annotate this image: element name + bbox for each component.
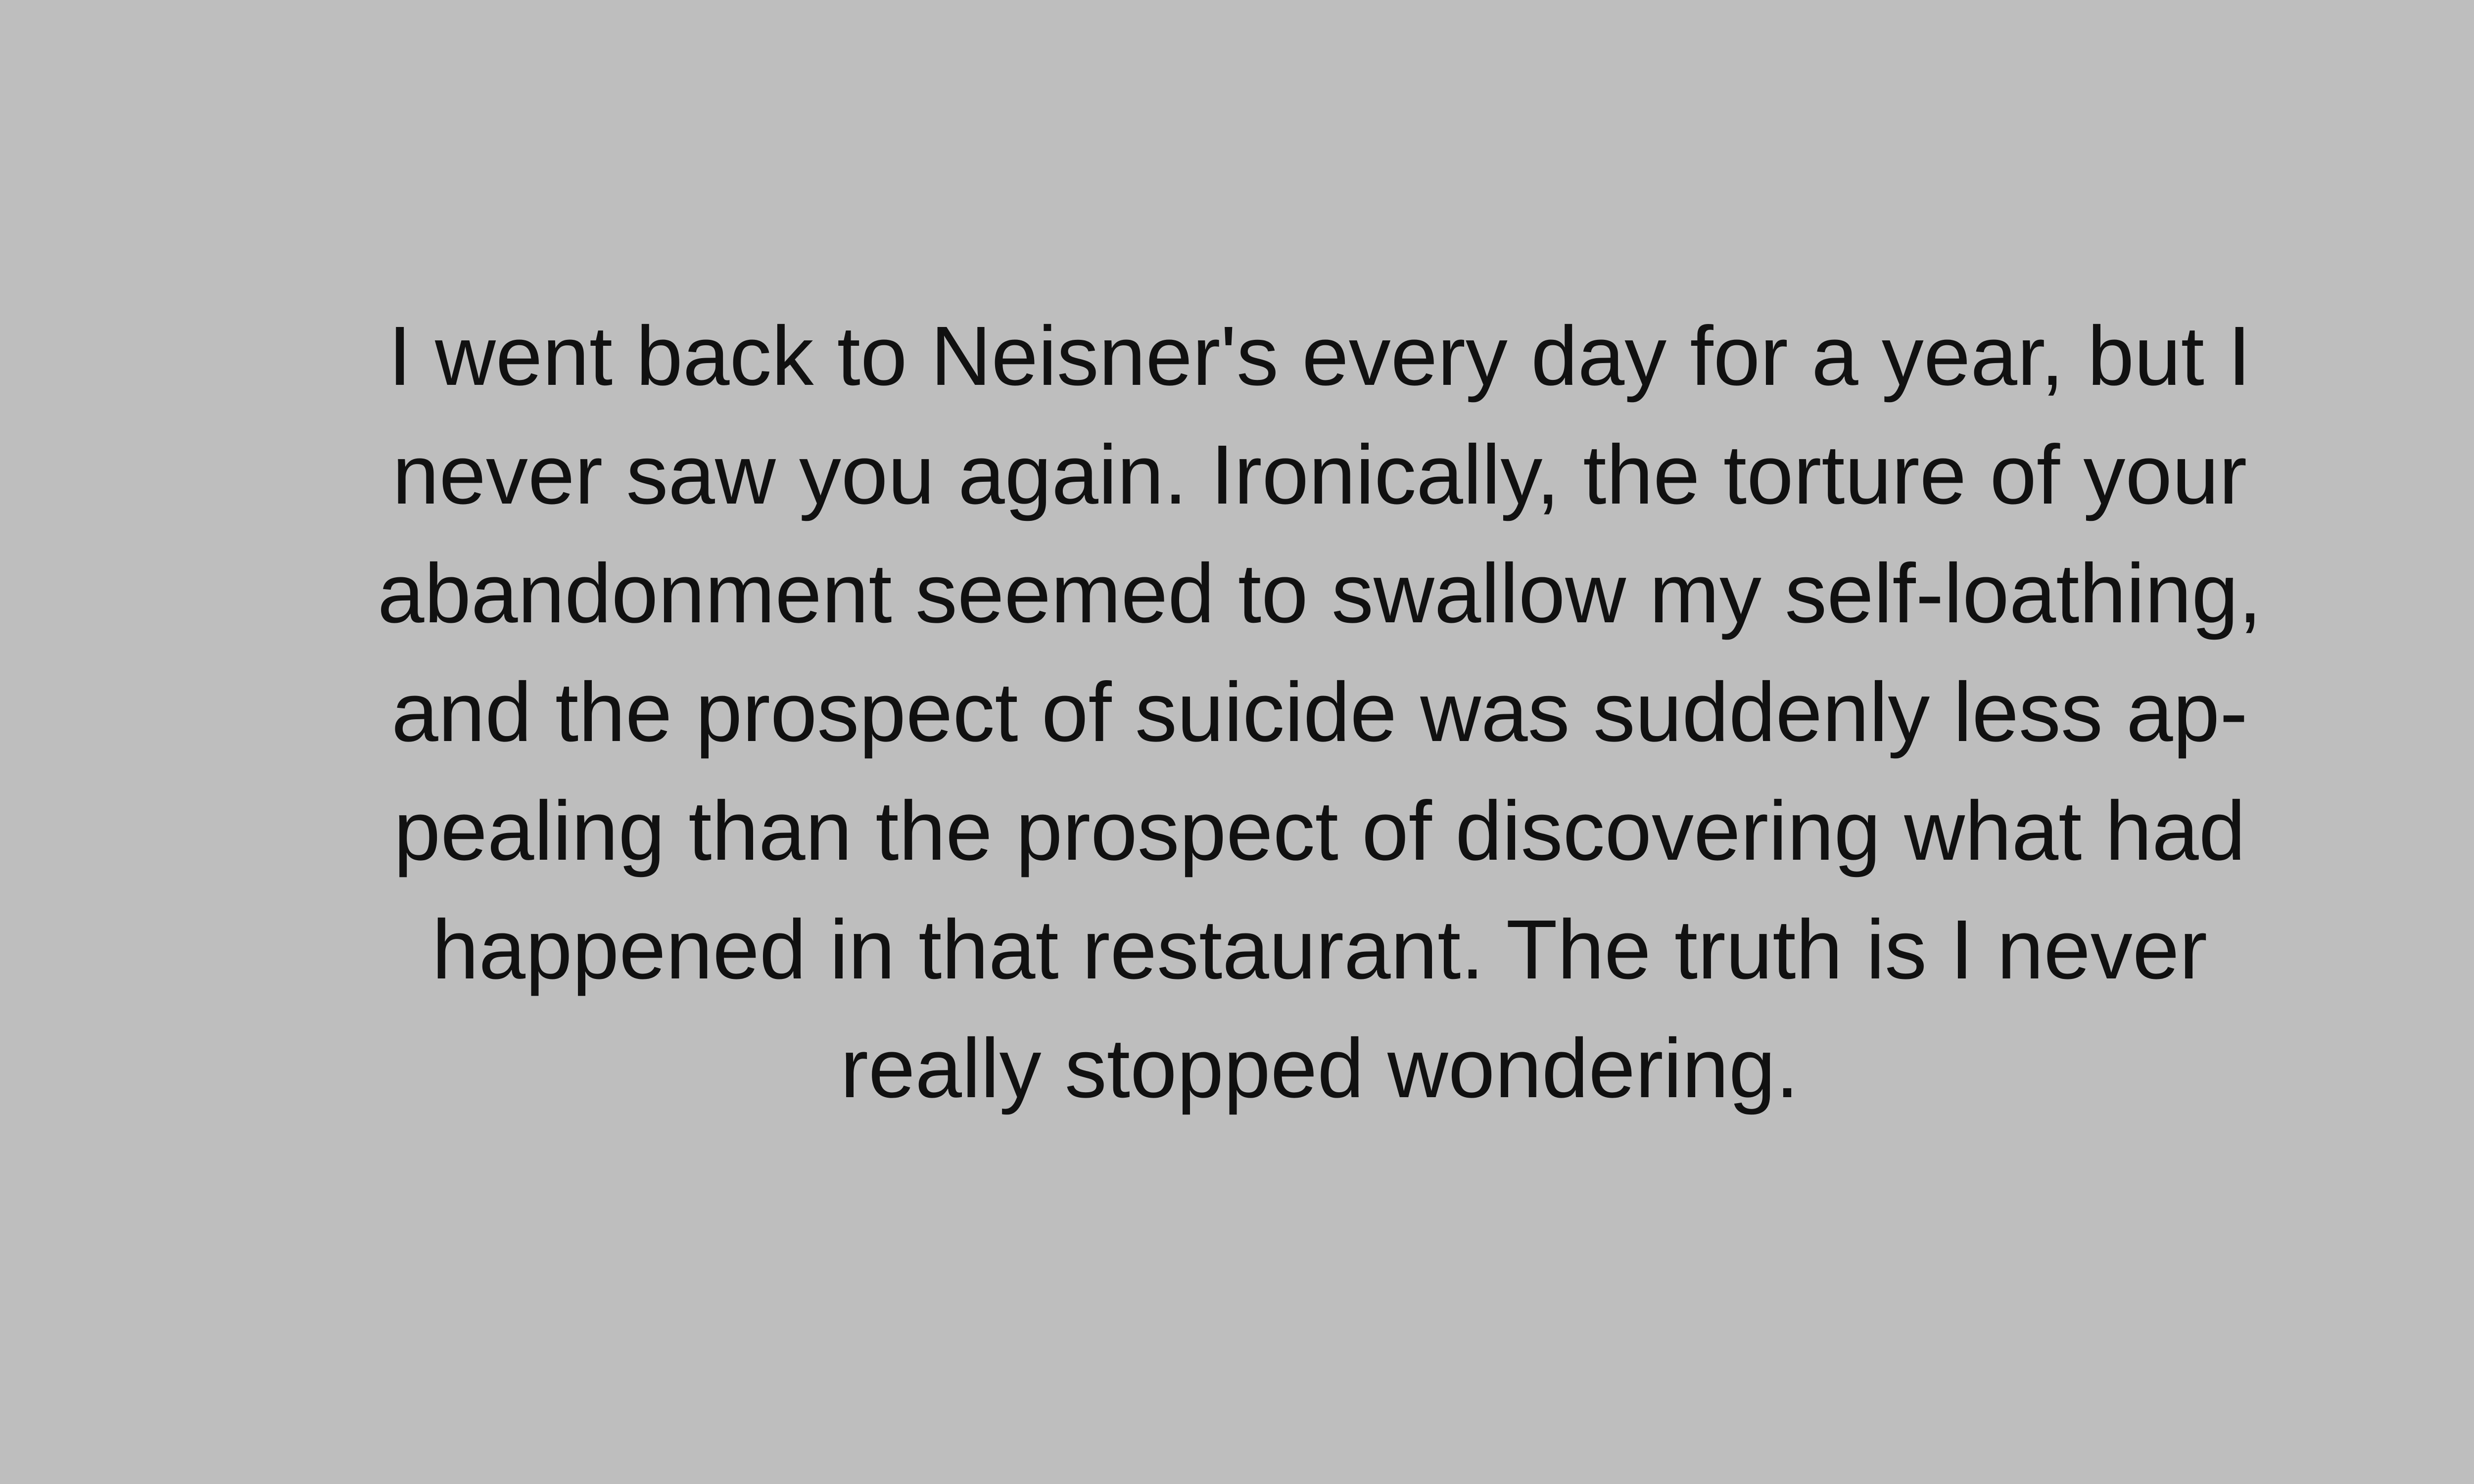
passage-text (0, 297, 2474, 1128)
passage-line-5: pealing than the prospect of discovering what had (393, 784, 2246, 878)
passage-line-2: never saw you again. Ironically, the torture of your (392, 428, 2247, 522)
passage-line-4: and the prospect of suicide was suddenly less ap- (391, 665, 2248, 759)
passage-line-6: happened in that restaurant. The truth is I never (431, 903, 2207, 997)
passage-line-7: really stopped wondering. (840, 1021, 1799, 1115)
passage-line-1: I went back to Neisner's every day for a year, but I (388, 309, 2251, 403)
passage-line-3: abandonment seemed to swallow my self-loathing, (377, 547, 2262, 641)
